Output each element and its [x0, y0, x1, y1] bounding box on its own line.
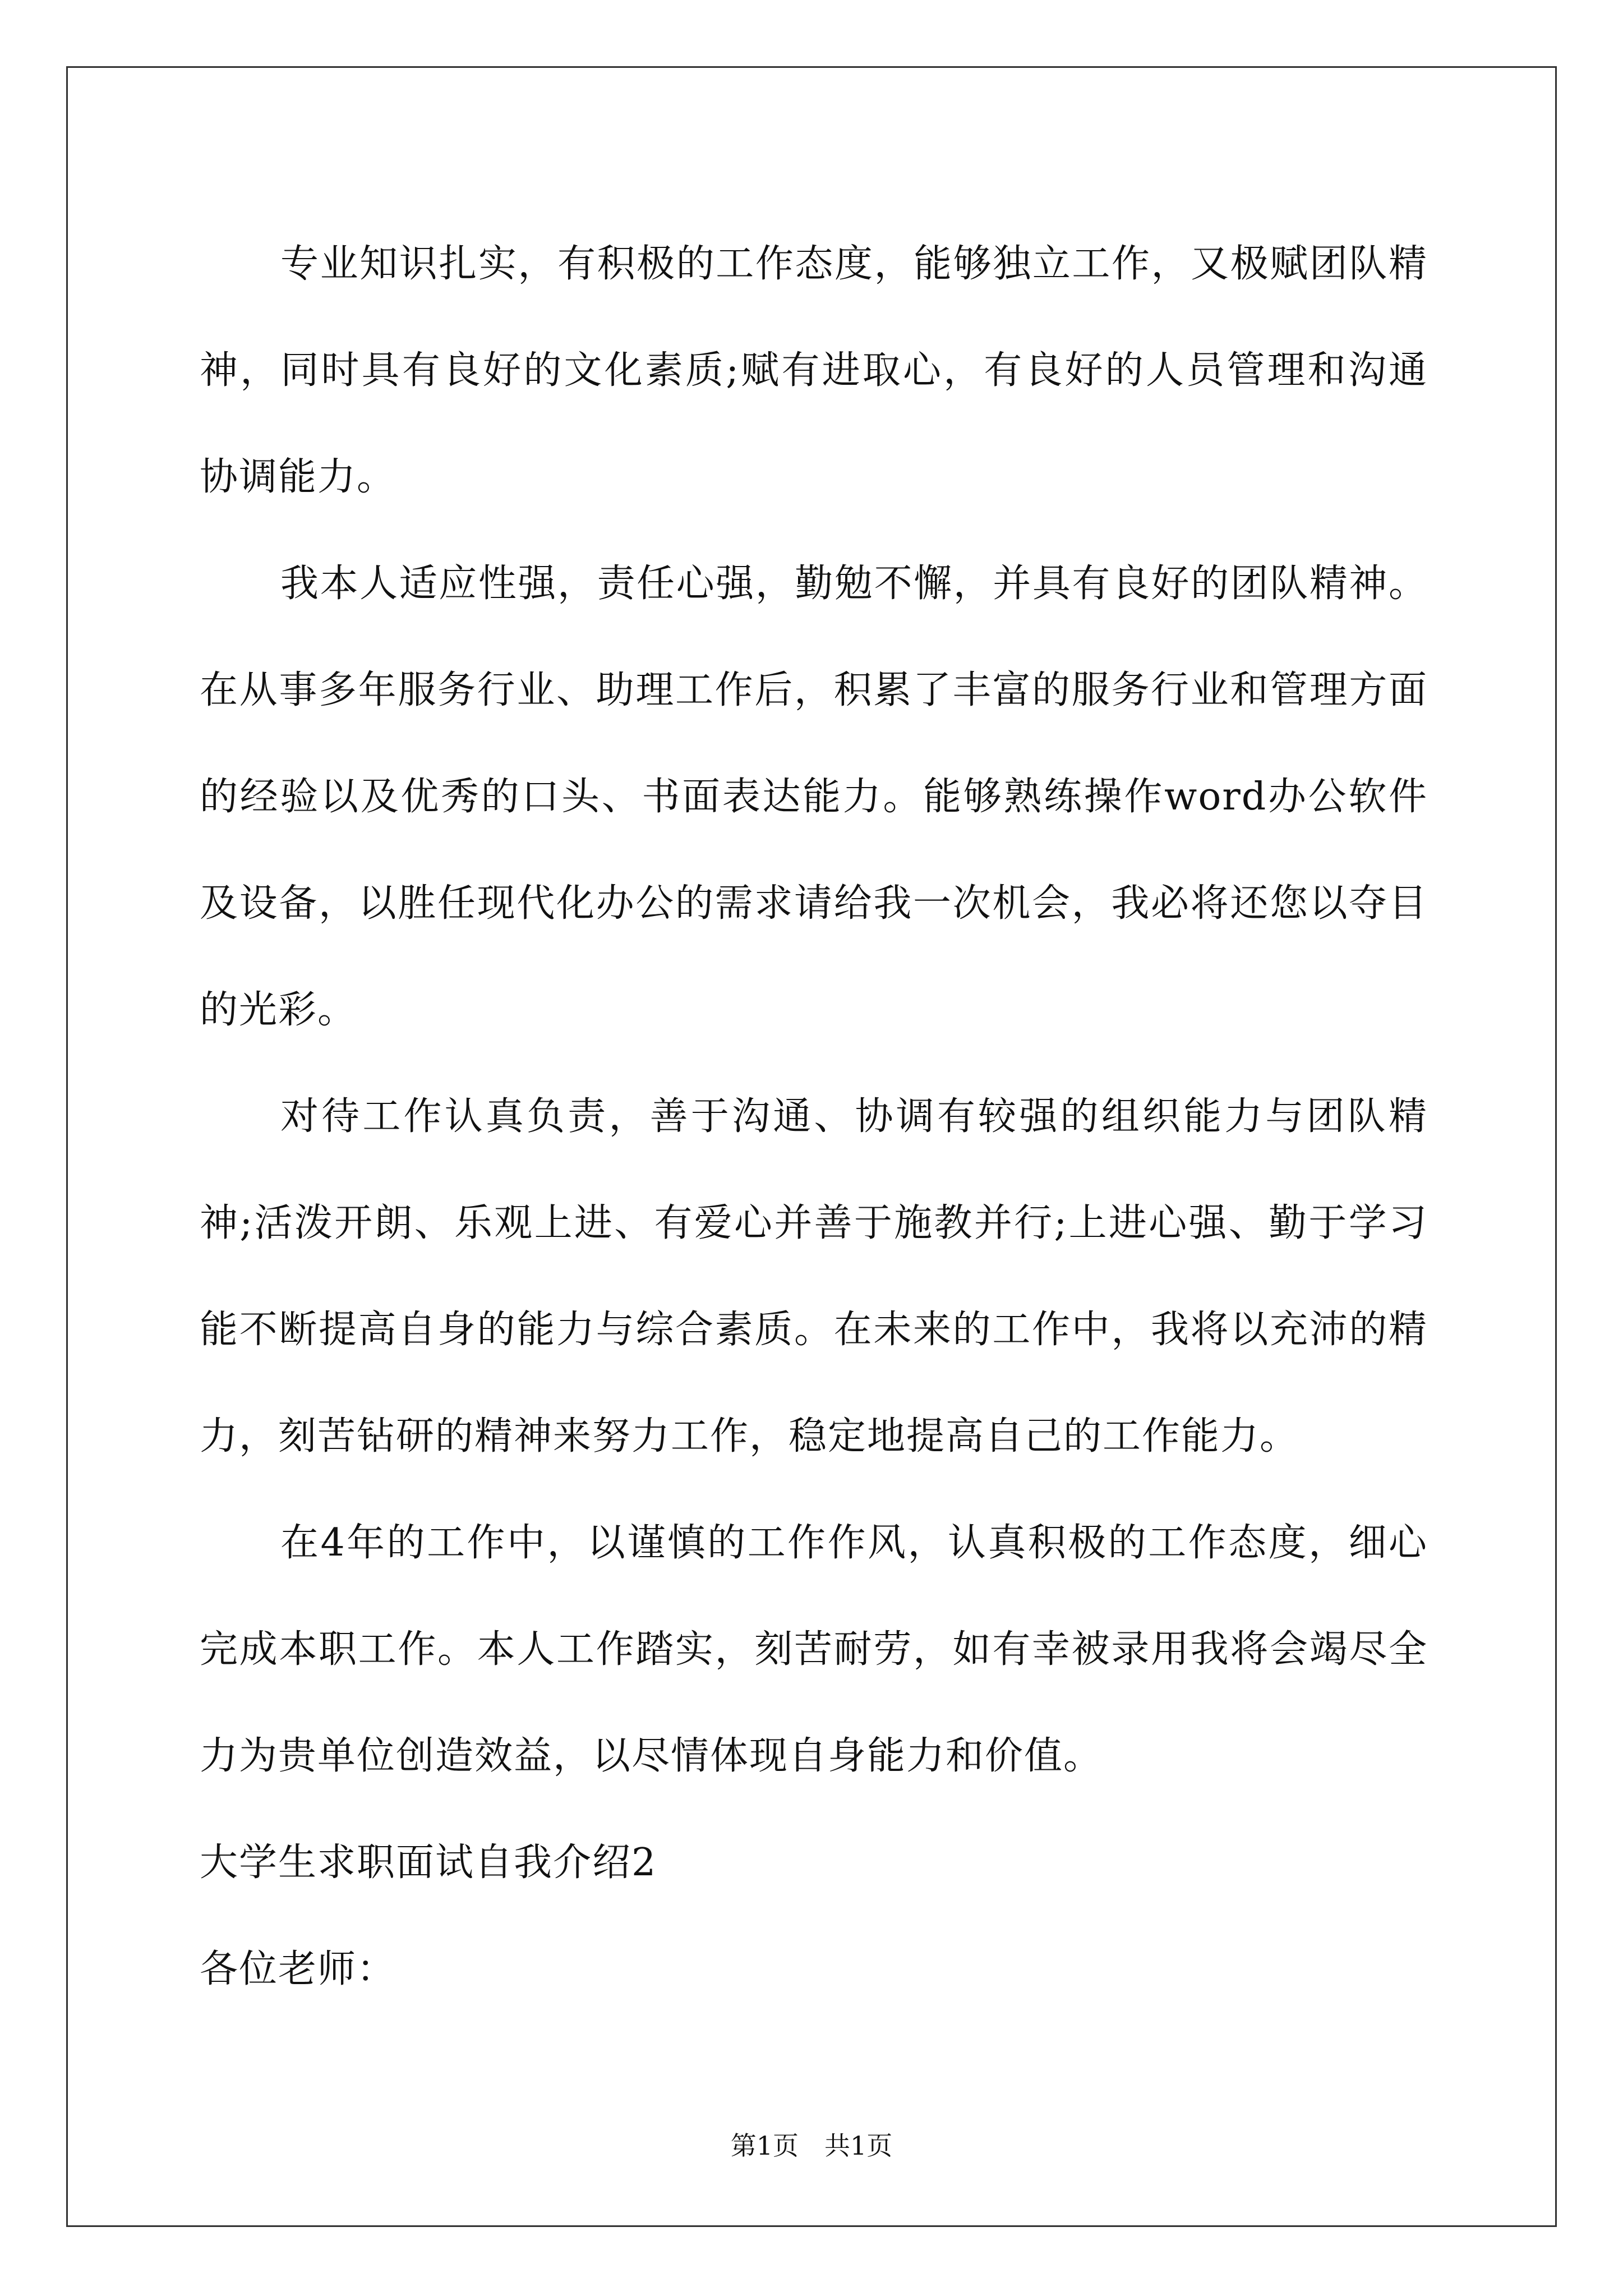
page-total: 共1页	[824, 2131, 893, 2161]
paragraph-3: 对待工作认真负责，善于沟通、协调有较强的组织能力与团队精神;活泼开朗、乐观上进、有爱心并善于施教并行;上进心强、勤于学习能不断提高自身的能力与综合素质。在未来的工作中，我将以充沛的精力，刻苦钻研的精神来努力工作，稳定地提高自己的工作能力。	[200, 1094, 1428, 1458]
paragraph-2: 我本人适应性强，责任心强，勤勉不懈，并具有良好的团队精神。在从事多年服务行业、助理工作后，积累了丰富的服务行业和管理方面的经验以及优秀的口头、书面表达能力。能够熟练操作word办公软件及设备，以胜任现代化办公的需求请给我一次机会，我必将还您以夺目的光彩。	[200, 562, 1428, 1032]
page-footer	[0, 2129, 1623, 2162]
paragraph-4: 在4年的工作中，以谨慎的工作作风，认真积极的工作态度，细心完成本职工作。本人工作踏实，刻苦耐劳，如有幸被录用我将会竭尽全力为贵单位创造效益，以尽情体现自身能力和价值。	[200, 1521, 1428, 1778]
page-number: 第1页	[730, 2131, 799, 2161]
section-title: 大学生求职面试自我介绍2	[200, 1841, 657, 1885]
document-body	[200, 211, 1428, 2023]
salutation: 各位老师：	[200, 1947, 396, 1991]
paragraph-1: 专业知识扎实，有积极的工作态度，能够独立工作，又极赋团队精神，同时具有良好的文化素质;赋有进取心，有良好的人员管理和沟通协调能力。	[200, 242, 1428, 499]
